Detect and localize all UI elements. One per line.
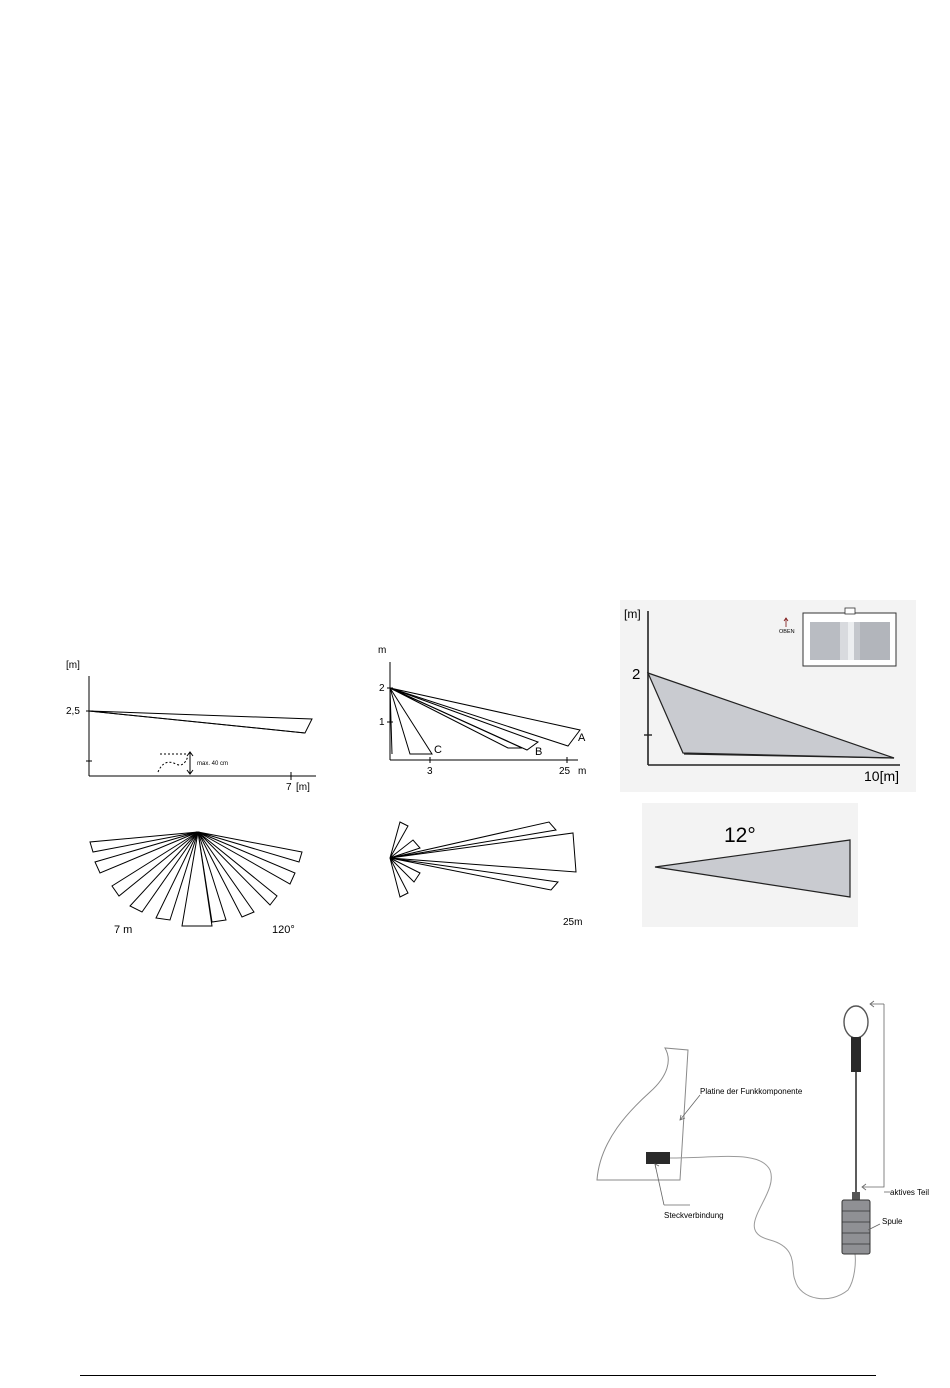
- y-axis-label: m: [378, 645, 387, 656]
- antenna-loop: [844, 1006, 868, 1038]
- sensor-lens-segment: [848, 622, 854, 660]
- x-tick-label: 3: [427, 766, 433, 777]
- antenna-grip: [851, 1037, 861, 1072]
- range-label: 7 m: [114, 924, 133, 936]
- x-unit-label: m: [578, 766, 587, 777]
- x-unit-label: [m]: [296, 782, 310, 793]
- sensor-lens-segment: [860, 622, 890, 660]
- angle-label: 120°: [272, 924, 295, 936]
- circuit-board: [597, 1048, 688, 1180]
- antenna-diagram: [597, 1001, 929, 1299]
- zone-a-label: A: [578, 732, 586, 744]
- top-view-diagram-2: [390, 822, 582, 928]
- top-view-diagram-1: [90, 832, 302, 936]
- connector-label: Steckverbindung: [664, 1211, 724, 1220]
- y-axis-label: [m]: [66, 660, 80, 671]
- oben-label: OBEN: [779, 629, 795, 635]
- sensor-lens-segment: [840, 622, 848, 660]
- x-tick-label: 7: [286, 782, 292, 793]
- y-tick-label: 1: [379, 717, 385, 728]
- range-label: 25m: [563, 917, 583, 928]
- height-label: 2,5: [66, 706, 80, 717]
- side-view-diagram-2: [378, 645, 586, 777]
- top-view-diagram-3: [642, 803, 858, 927]
- pet-outline: [158, 756, 188, 772]
- y-axis-label: [m]: [624, 607, 641, 621]
- angle-label: 12°: [724, 824, 756, 847]
- y-tick-label: 2: [632, 666, 641, 683]
- x-tick-label: 25: [559, 766, 571, 777]
- sensor-lens-segment: [810, 622, 840, 660]
- zone-b-label: B: [535, 746, 543, 758]
- active-part-label: aktives Teil: [890, 1188, 929, 1197]
- footer-rule: [80, 1375, 876, 1376]
- max-height-label: max. 40 cm: [197, 761, 229, 767]
- side-view-diagram-3: [620, 600, 916, 792]
- plug-connector: [646, 1152, 670, 1164]
- sensor-lens-segment: [854, 622, 860, 660]
- coil: [842, 1200, 870, 1254]
- x-tick-label: 10[m]: [864, 768, 900, 784]
- coil-label: Spule: [882, 1217, 903, 1226]
- board-label: Platine der Funkkomponente: [700, 1087, 803, 1096]
- y-tick-label: 2: [379, 683, 385, 694]
- coil-cap: [852, 1192, 860, 1200]
- zone-c-label: C: [434, 744, 442, 756]
- sensor-tab: [845, 608, 855, 614]
- side-view-diagram-1: [66, 660, 316, 793]
- antenna-cable: [670, 1156, 855, 1298]
